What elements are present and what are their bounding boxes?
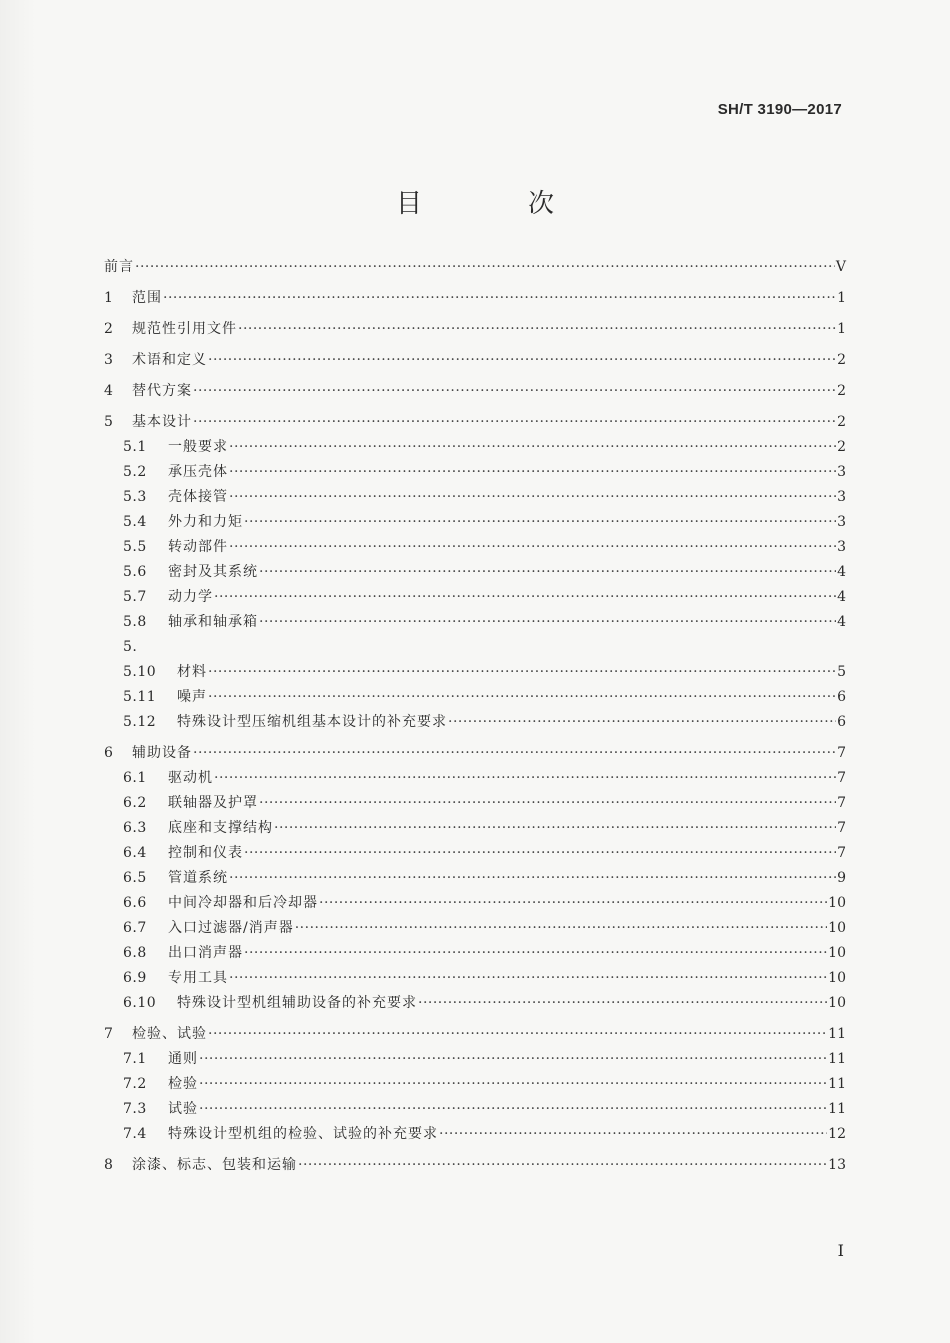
toc-leader-dots <box>244 510 836 535</box>
toc-leader-dots <box>229 435 836 460</box>
toc-entry[interactable] <box>104 685 846 710</box>
toc-entry[interactable] <box>104 410 846 435</box>
toc-leader-dots <box>229 460 836 485</box>
toc-leader-dots <box>259 560 836 585</box>
toc-entry-number: 6 <box>104 745 113 761</box>
toc-leader-dots <box>214 766 836 791</box>
toc-entry-page: 10 <box>828 945 846 961</box>
toc-entry-number: 7.1 <box>123 1051 147 1067</box>
toc-entry[interactable] <box>104 610 846 635</box>
toc-entry-page: 3 <box>837 489 846 505</box>
toc-entry-page: 10 <box>828 970 846 986</box>
toc-entry[interactable] <box>104 866 846 891</box>
standard-code: SH/T 3190—2017 <box>717 101 842 118</box>
toc-entry-page: 6 <box>837 689 846 705</box>
toc-entry[interactable] <box>104 660 846 685</box>
toc-entry-page: 3 <box>837 464 846 480</box>
toc-entry[interactable] <box>104 560 846 585</box>
toc-entry-label: 联轴器及护罩 <box>168 795 258 811</box>
toc-leader-dots <box>193 410 836 435</box>
toc-entry[interactable] <box>104 635 846 660</box>
toc-entry-page: 7 <box>837 770 846 786</box>
toc-entry-page: 7 <box>837 745 846 761</box>
toc-leader-dots <box>229 535 836 560</box>
toc-entry-label: 材料 <box>177 664 207 680</box>
toc-leader-dots <box>295 916 827 941</box>
toc-entry[interactable] <box>104 510 846 535</box>
toc-entry-number: 5 <box>104 414 113 430</box>
toc-entry[interactable] <box>104 435 846 460</box>
toc-entry-number: 5.4 <box>123 514 147 530</box>
toc-entry[interactable] <box>104 1153 846 1178</box>
toc-entry-label: 检验、试验 <box>132 1026 207 1042</box>
toc-leader-dots <box>418 991 827 1016</box>
toc-entry-number: 6.9 <box>123 970 147 986</box>
toc-entry[interactable] <box>104 1047 846 1072</box>
toc-entry[interactable] <box>104 991 846 1016</box>
toc-entry[interactable] <box>104 348 846 373</box>
toc-entry-number: 7.4 <box>123 1126 147 1142</box>
toc-entry-page: 2 <box>837 383 846 399</box>
toc-entry-page: 12 <box>828 1126 846 1142</box>
toc-entry-number: 6.8 <box>123 945 147 961</box>
toc-entry-number: 6.5 <box>123 870 147 886</box>
toc-entry[interactable] <box>104 816 846 841</box>
toc-entry-label: 入口过滤器/消声器 <box>168 920 294 936</box>
toc-entry-page: 3 <box>837 514 846 530</box>
toc-leader-dots <box>229 966 827 991</box>
toc-entry-page: 1 <box>837 321 846 337</box>
toc-entry-page: 5 <box>837 664 846 680</box>
toc-leader-dots <box>208 685 836 710</box>
page-number: I <box>837 1241 844 1260</box>
toc-entry-page: 11 <box>828 1076 846 1092</box>
toc-entry-page: 11 <box>828 1101 846 1117</box>
toc-entry-page: 2 <box>837 352 846 368</box>
toc-entry-page: 7 <box>837 845 846 861</box>
toc-leader-dots <box>208 348 836 373</box>
toc-entry-label: 承压壳体 <box>168 464 228 480</box>
toc-leader-dots <box>135 255 835 280</box>
toc-leader-dots <box>199 1097 827 1122</box>
toc-entry-page: 6 <box>837 714 846 730</box>
toc-entry-label: 密封及其系统 <box>168 564 258 580</box>
toc-entry-label: 一般要求 <box>168 439 228 455</box>
toc-entry-number: 3 <box>104 352 113 368</box>
toc-entry[interactable] <box>104 1022 846 1047</box>
toc-entry-number: 7.2 <box>123 1076 147 1092</box>
toc-entry-page: 13 <box>828 1157 846 1173</box>
toc-leader-dots <box>208 660 836 685</box>
toc-entry-number: 5.6 <box>123 564 147 580</box>
toc-entry-number: 5.8 <box>123 614 147 630</box>
toc-entry-label: 范围 <box>132 290 162 306</box>
toc-entry[interactable] <box>104 841 846 866</box>
toc-entry-number: 2 <box>104 321 113 337</box>
toc-leader-dots <box>193 741 836 766</box>
toc-entry[interactable] <box>104 255 846 280</box>
toc-entry-number: 5.2 <box>123 464 147 480</box>
toc-entry-label: 动力学 <box>168 589 213 605</box>
toc-entry-page: 11 <box>828 1051 846 1067</box>
toc-entry-label: 外力和力矩 <box>168 514 243 530</box>
toc-entry-number: 5.11 <box>123 689 157 705</box>
toc-leader-dots <box>244 841 836 866</box>
toc-entry-page: 2 <box>837 439 846 455</box>
toc-entry[interactable] <box>104 1122 846 1147</box>
toc-entry[interactable] <box>104 941 846 966</box>
toc-entry[interactable] <box>104 286 846 311</box>
toc-entry[interactable] <box>104 791 846 816</box>
toc-entry[interactable] <box>104 891 846 916</box>
toc-leader-dots <box>208 1022 827 1047</box>
toc-entry-label: 术语和定义 <box>132 352 207 368</box>
toc-entry-label: 出口消声器 <box>168 945 243 961</box>
toc-entry-page: 10 <box>828 995 846 1011</box>
toc-leader-dots <box>244 941 827 966</box>
toc-entry[interactable] <box>104 916 846 941</box>
toc-entry-label: 特殊设计型机组的检验、试验的补充要求 <box>168 1126 438 1142</box>
toc-entry-page: 10 <box>828 920 846 936</box>
toc-entry[interactable] <box>104 485 846 510</box>
toc-entry-page: 4 <box>837 589 846 605</box>
toc-entry-label: 规范性引用文件 <box>132 321 237 337</box>
toc-entry-number: 7 <box>104 1026 113 1042</box>
toc-entry[interactable] <box>104 766 846 791</box>
toc-entry-page: 9 <box>837 870 846 886</box>
toc-entry[interactable] <box>104 710 846 735</box>
toc-leader-dots <box>274 816 836 841</box>
toc-leader-dots <box>298 1153 827 1178</box>
toc-entry-number: 6.7 <box>123 920 147 936</box>
toc-entry-number: 5.1 <box>123 439 147 455</box>
toc-leader-dots <box>319 891 827 916</box>
toc-leader-dots <box>259 791 836 816</box>
toc-entry-number: 6.3 <box>123 820 147 836</box>
toc-entry[interactable] <box>104 1072 846 1097</box>
toc-entry-label: 替代方案 <box>132 383 192 399</box>
toc-entry-page: 11 <box>828 1026 846 1042</box>
toc-entry-page: 4 <box>837 614 846 630</box>
toc-entry-label: 中间冷却器和后冷却器 <box>168 895 318 911</box>
toc-entry-label: 涂漆、标志、包装和运输 <box>132 1157 297 1173</box>
toc-leader-dots <box>448 710 836 735</box>
toc-entry-number: 1 <box>104 290 113 306</box>
toc-leader-dots <box>439 1122 827 1147</box>
toc-entry-label: 基本设计 <box>132 414 192 430</box>
toc-entry[interactable] <box>104 1097 846 1122</box>
toc-entry-number: 5.3 <box>123 489 147 505</box>
toc-leader-dots <box>259 610 836 635</box>
toc-leader-dots <box>199 1047 827 1072</box>
toc-entry-page: 7 <box>837 820 846 836</box>
toc-entry-number: 4 <box>104 383 113 399</box>
toc-entry-label: 壳体接管 <box>168 489 228 505</box>
toc-entry-number: 5. <box>123 639 138 655</box>
toc-entry-page: 3 <box>837 539 846 555</box>
toc-entry-number: 6.10 <box>123 995 157 1011</box>
toc-entry-number: 6.2 <box>123 795 147 811</box>
toc-leader-dots <box>214 585 836 610</box>
toc-entry-label: 噪声 <box>177 689 207 705</box>
page-title: 目 次 <box>395 189 594 219</box>
toc-entry-number: 8 <box>104 1157 113 1173</box>
toc-entry-page: 2 <box>837 414 846 430</box>
toc-entry[interactable] <box>104 966 846 991</box>
toc-entry-page: 10 <box>828 895 846 911</box>
table-of-contents <box>104 255 846 1178</box>
toc-entry[interactable] <box>104 535 846 560</box>
toc-leader-dots <box>229 866 836 891</box>
toc-entry-number: 6.4 <box>123 845 147 861</box>
toc-entry-label: 控制和仪表 <box>168 845 243 861</box>
toc-leader-dots <box>193 379 836 404</box>
toc-entry-label: 驱动机 <box>168 770 213 786</box>
toc-entry-number: 5.7 <box>123 589 147 605</box>
toc-entry-page: 4 <box>837 564 846 580</box>
toc-leader-dots <box>163 286 836 311</box>
toc-entry-page: 1 <box>837 290 846 306</box>
toc-entry-page: V <box>835 259 846 275</box>
toc-entry-number: 6.6 <box>123 895 147 911</box>
toc-entry-number: 5.5 <box>123 539 147 555</box>
toc-entry-number: 7.3 <box>123 1101 147 1117</box>
toc-entry[interactable] <box>104 585 846 610</box>
toc-entry-label: 检验 <box>168 1076 198 1092</box>
toc-leader-dots <box>238 317 836 342</box>
toc-leader-dots <box>199 1072 827 1097</box>
toc-entry-label: 试验 <box>168 1101 198 1117</box>
toc-entry-label: 前言 <box>104 259 134 275</box>
toc-entry-label: 专用工具 <box>168 970 228 986</box>
toc-entry-number: 6.1 <box>123 770 147 786</box>
toc-entry[interactable] <box>104 741 846 766</box>
toc-entry-label: 通则 <box>168 1051 198 1067</box>
toc-entry-label: 辅助设备 <box>132 745 192 761</box>
toc-entry-label: 底座和支撑结构 <box>168 820 273 836</box>
toc-entry-number: 5.10 <box>123 664 157 680</box>
toc-entry[interactable] <box>104 460 846 485</box>
toc-entry-label: 特殊设计型机组辅助设备的补充要求 <box>177 995 417 1011</box>
toc-entry[interactable] <box>104 379 846 404</box>
toc-entry-label: 管道系统 <box>168 870 228 886</box>
toc-entry-number: 5.12 <box>123 714 157 730</box>
toc-leader-dots <box>229 485 836 510</box>
toc-entry-page: 7 <box>837 795 846 811</box>
toc-entry-label: 转动部件 <box>168 539 228 555</box>
toc-entry-label: 特殊设计型压缩机组基本设计的补充要求 <box>177 714 447 730</box>
toc-entry-label: 轴承和轴承箱 <box>168 614 258 630</box>
toc-entry[interactable] <box>104 317 846 342</box>
